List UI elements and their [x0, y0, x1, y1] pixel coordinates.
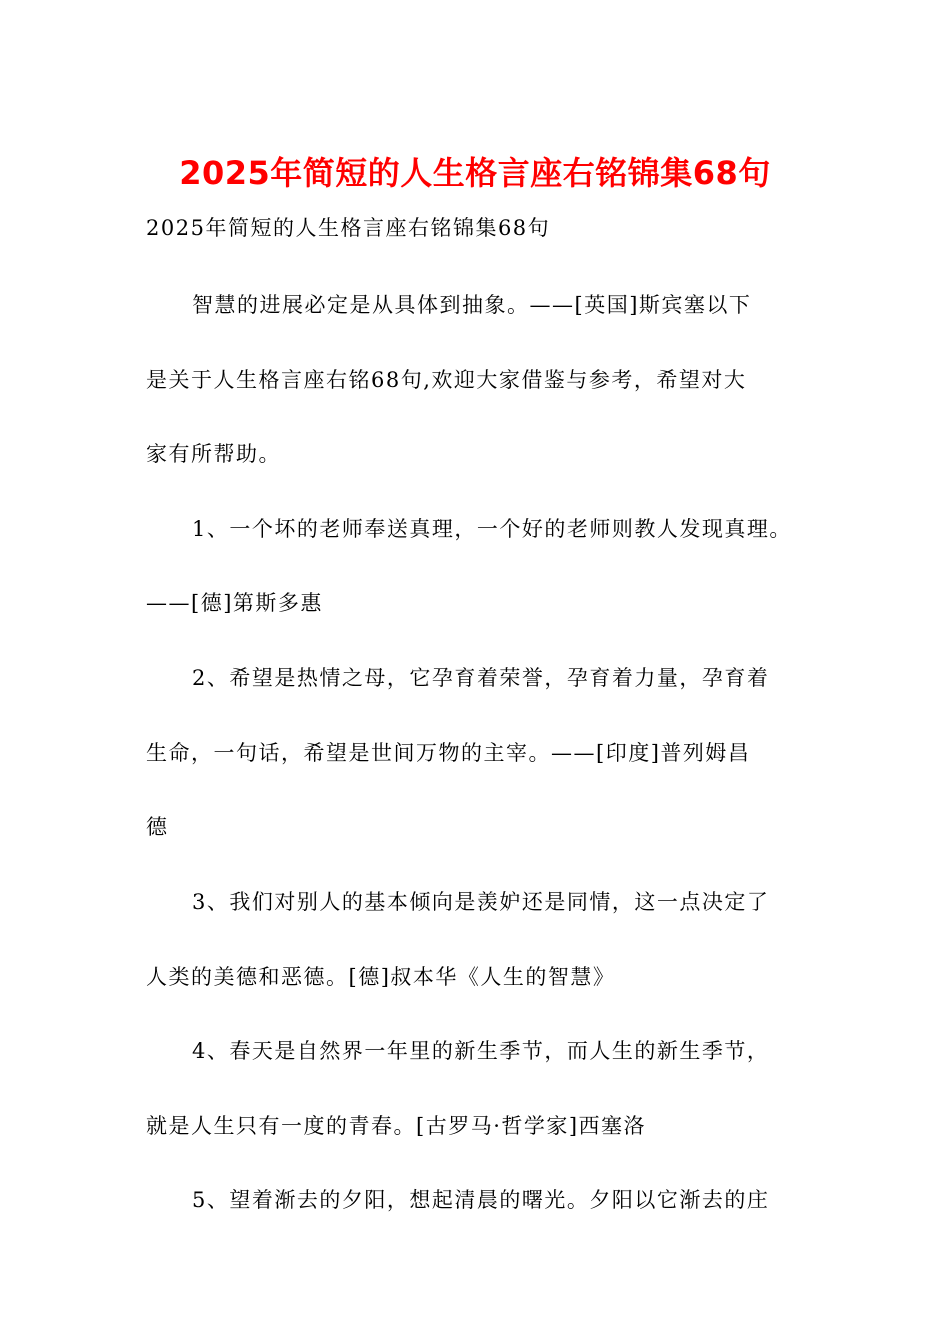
quote-4-line: 就是人生只有一度的青春。[古罗马·哲学家]西塞洛	[146, 1114, 647, 1138]
body-line: 智慧的进展必定是从具体到抽象。——[英国]斯宾塞以下	[192, 293, 752, 317]
quote-3-line: 3、我们对别人的基本倾向是羡妒还是同情，这一点决定了	[192, 890, 770, 914]
subtitle-line: 2025年简短的人生格言座右铭锦集68句	[146, 216, 551, 240]
quote-2-line: 德	[146, 815, 169, 839]
quote-1-line: ——[德]第斯多惠	[146, 591, 323, 615]
document-title: 2025年简短的人生格言座右铭锦集68句	[179, 154, 771, 192]
quote-2-line: 2、希望是热情之母，它孕育着荣誉，孕育着力量，孕育着	[192, 666, 770, 690]
quote-5-line: 5、望着渐去的夕阳，想起清晨的曙光。夕阳以它渐去的庄	[192, 1188, 770, 1212]
body-line: 家有所帮助。	[146, 442, 281, 466]
quote-1-line: 1、一个坏的老师奉送真理，一个好的老师则教人发现真理。	[192, 517, 792, 541]
quote-3-line: 人类的美德和恶德。[德]叔本华《人生的智慧》	[146, 965, 616, 989]
quote-2-line: 生命，一句话，希望是世间万物的主宰。——[印度]普列姆昌	[146, 741, 751, 765]
quote-4-line: 4、春天是自然界一年里的新生季节，而人生的新生季节，	[192, 1039, 770, 1063]
body-line: 是关于人生格言座右铭68句,欢迎大家借鉴与参考，希望对大	[146, 368, 747, 392]
